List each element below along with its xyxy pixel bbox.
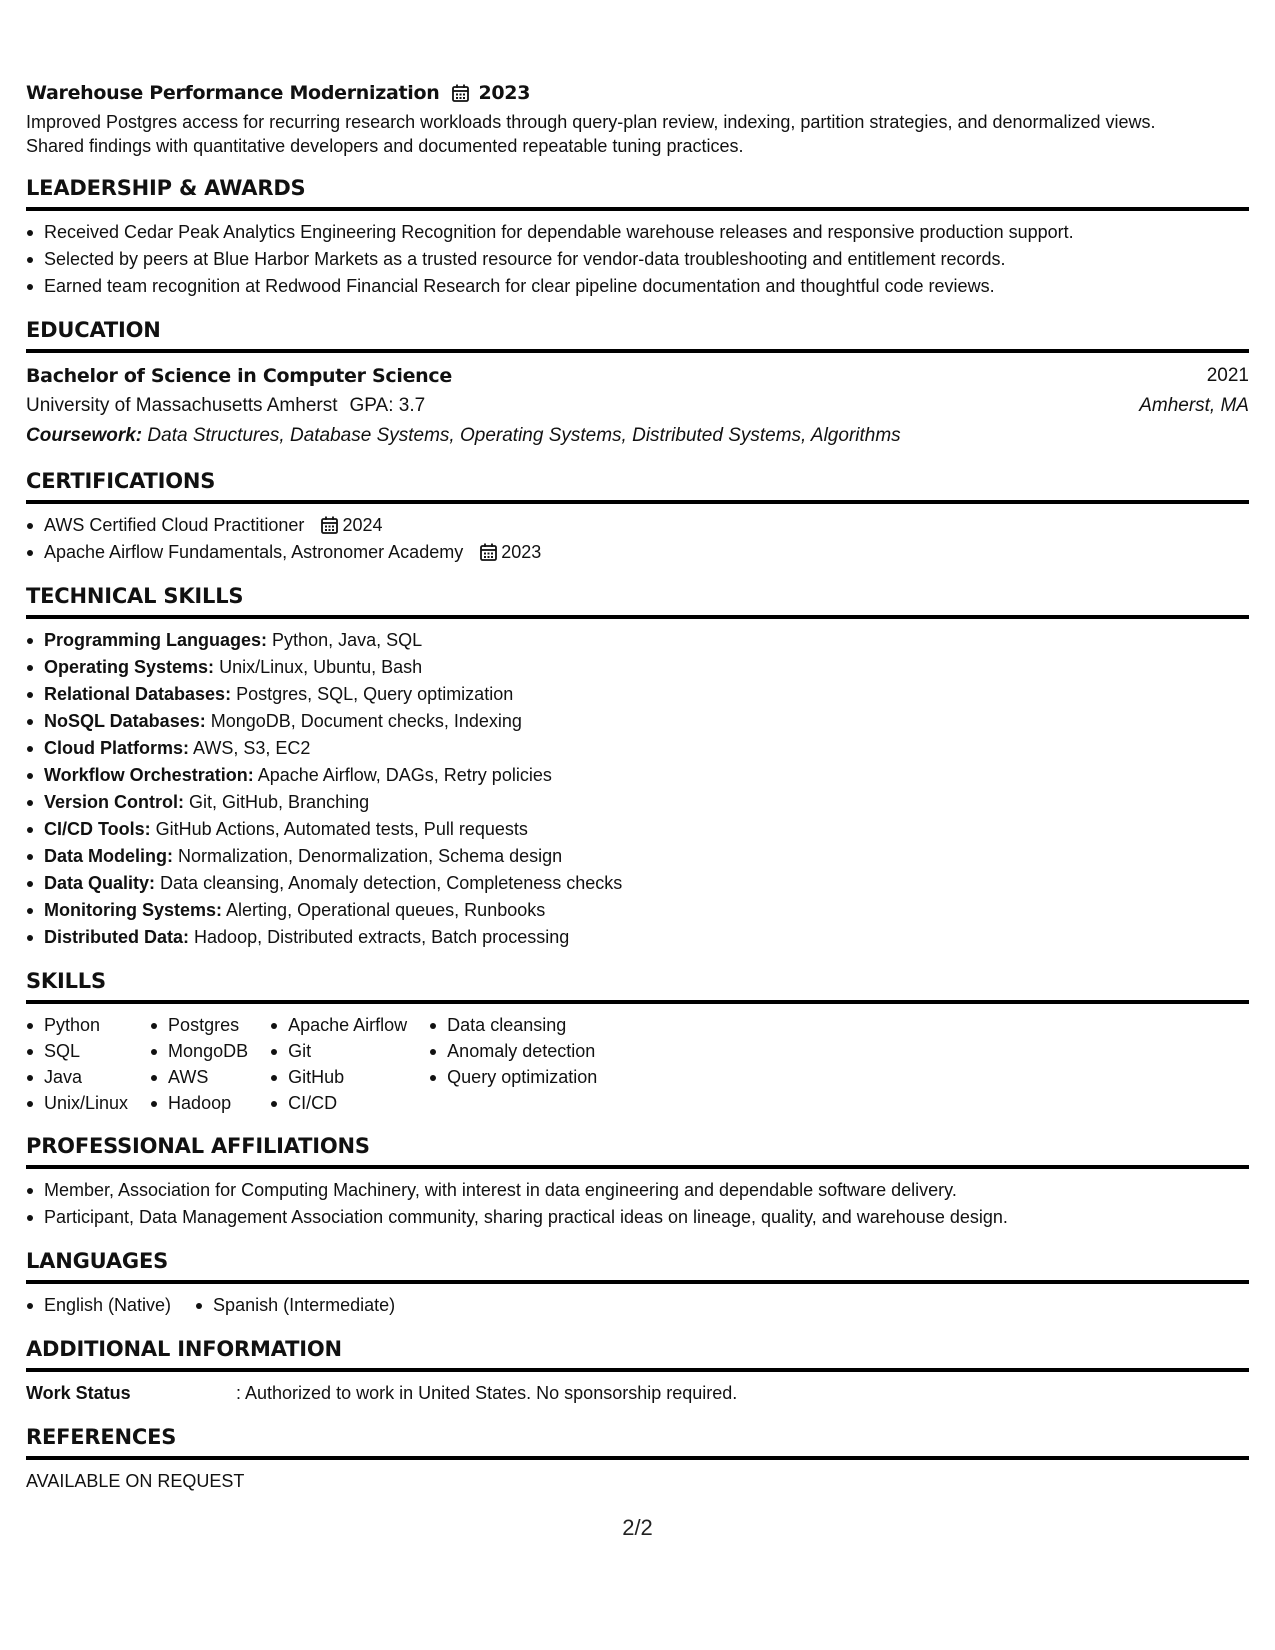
list-item: Git [270,1038,407,1064]
coursework-list: Data Structures, Database Systems, Operating Systems, Distributed Systems, Algorithms [147,425,901,446]
certification-name: Apache Airflow Fundamentals, Astronomer Academy [44,542,464,562]
skill-category-value: Unix/Linux, Ubuntu, Bash [219,657,423,677]
skill-category-value: MongoDB, Document checks, Indexing [210,711,522,731]
skill-category-value: Postgres, SQL, Query optimization [236,684,514,704]
section-heading-leadership: LEADERSHIP & AWARDS [26,174,1249,211]
skill-category-label: Distributed Data: [44,927,190,947]
section-heading-additional-information: ADDITIONAL INFORMATION [26,1335,1249,1372]
list-item: Earned team recognition at Redwood Financial Research for clear pipeline documentation and thoughtful code reviews. [26,273,1249,300]
skills-column [26,1012,128,1116]
work-status-label: Work Status [26,1383,131,1403]
languages-list [26,1292,1249,1319]
skill-category-label: Workflow Orchestration: [44,765,254,785]
list-item: Hadoop [150,1090,248,1116]
university-name: University of Massachusetts Amherst [26,395,338,416]
section-heading-references: REFERENCES [26,1423,1249,1460]
list-item: Apache Airflow [270,1012,407,1038]
section-heading-affiliations: PROFESSIONAL AFFILIATIONS [26,1132,1249,1169]
project-description [26,110,1249,158]
list-item: English (Native) [26,1292,171,1319]
list-item [26,708,1249,735]
resume-content [26,78,1249,1495]
skill-category-label: Data Modeling: [44,846,173,866]
list-item [26,654,1249,681]
certification-year: 2024 [342,515,383,535]
skill-category-label: Relational Databases: [44,684,232,704]
section-heading-education: EDUCATION [26,316,1249,353]
list-item: Query optimization [429,1064,597,1090]
list-item [26,512,1249,539]
section-heading-certifications: CERTIFICATIONS [26,467,1249,504]
leadership-list [26,219,1249,300]
skill-category-label: Data Quality: [44,873,156,893]
coursework-label: Coursework: [26,425,143,446]
list-item: AWS [150,1064,248,1090]
list-item: SQL [26,1038,128,1064]
skill-category-label: NoSQL Databases: [44,711,206,731]
skills-column [429,1012,597,1116]
list-item: Postgres [150,1012,248,1038]
skill-category-label: Version Control: [44,792,185,812]
project-title: Warehouse Performance Modernization [26,82,440,104]
list-item: Received Cedar Peak Analytics Engineering Recognition for dependable warehouse releases and responsive production support. [26,219,1249,246]
section-heading-technical-skills: TECHNICAL SKILLS [26,582,1249,619]
skill-category-label: CI/CD Tools: [44,819,151,839]
list-item [26,789,1249,816]
list-item: Member, Association for Computing Machinery, with interest in data engineering and dependable software delivery. [26,1177,1249,1204]
project-year: 2023 [478,82,531,104]
list-item: Anomaly detection [429,1038,597,1064]
list-item [26,870,1249,897]
certification-name: AWS Certified Cloud Practitioner [44,515,305,535]
university-location: Amherst, MA [1139,395,1249,416]
graduation-year: 2021 [1206,365,1249,386]
certification-year: 2023 [501,542,542,562]
work-status-value: : Authorized to work in United States. No sponsorship required. [236,1383,738,1403]
list-item [26,735,1249,762]
list-item [26,816,1249,843]
list-item: Spanish (Intermediate) [195,1292,395,1319]
skills-grid [26,1012,1249,1116]
skill-category-label: Operating Systems: [44,657,215,677]
list-item [26,897,1249,924]
list-item [26,681,1249,708]
project-description-line: Shared findings with quantitative developers and documented repeatable tuning practices. [26,136,744,156]
skill-category-label: Cloud Platforms: [44,738,190,758]
list-item: Selected by peers at Blue Harbor Markets as a trusted resource for vendor-data troubleshooting and entitlement records. [26,246,1249,273]
page-number: 2/2 [622,1515,653,1540]
skill-category-label: Monitoring Systems: [44,900,223,920]
skill-category-value: GitHub Actions, Automated tests, Pull requests [155,819,528,839]
skill-category-value: AWS, S3, EC2 [193,738,311,758]
list-item [26,843,1249,870]
list-item [26,539,1249,566]
list-item [26,924,1249,951]
technical-skills-list [26,627,1249,951]
calendar-icon [321,516,338,534]
affiliations-list [26,1177,1249,1231]
list-item: Python [26,1012,128,1038]
skills-column [150,1012,248,1116]
list-item: GitHub [270,1064,407,1090]
calendar-icon [452,84,469,102]
skills-column [270,1012,407,1116]
list-item: MongoDB [150,1038,248,1064]
skill-category-value: Apache Airflow, DAGs, Retry policies [257,765,552,785]
list-item: Data cleansing [429,1012,597,1038]
references-text: AVAILABLE ON REQUEST [26,1471,245,1491]
gpa: GPA: 3.7 [349,395,426,416]
section-heading-skills: SKILLS [26,967,1249,1004]
skill-category-value: Python, Java, SQL [272,630,423,650]
skill-category-label: Programming Languages: [44,630,268,650]
skill-category-value: Data cleansing, Anomaly detection, Completeness checks [160,873,623,893]
list-item: CI/CD [270,1090,407,1116]
degree-title: Bachelor of Science in Computer Science [26,365,452,387]
certifications-list [26,512,1249,566]
list-item: Java [26,1064,128,1090]
project-title-row [26,78,1249,108]
work-status-row [26,1380,1249,1407]
project-description-line: Improved Postgres access for recurring research workloads through query-plan review, indexing, partition strategies, and denormalized views. [26,112,1156,132]
list-item: Participant, Data Management Association community, sharing practical ideas on lineage, quality, and warehouse design. [26,1204,1249,1231]
section-heading-languages: LANGUAGES [26,1247,1249,1284]
list-item [26,627,1249,654]
skill-category-value: Hadoop, Distributed extracts, Batch processing [194,927,570,947]
skill-category-value: Git, GitHub, Branching [189,792,370,812]
skill-category-value: Alerting, Operational queues, Runbooks [226,900,546,920]
coursework [26,421,1249,451]
list-item [26,762,1249,789]
calendar-icon [480,543,497,561]
skill-category-value: Normalization, Denormalization, Schema design [178,846,563,866]
list-item: Unix/Linux [26,1090,128,1116]
education-entry [26,361,1249,451]
